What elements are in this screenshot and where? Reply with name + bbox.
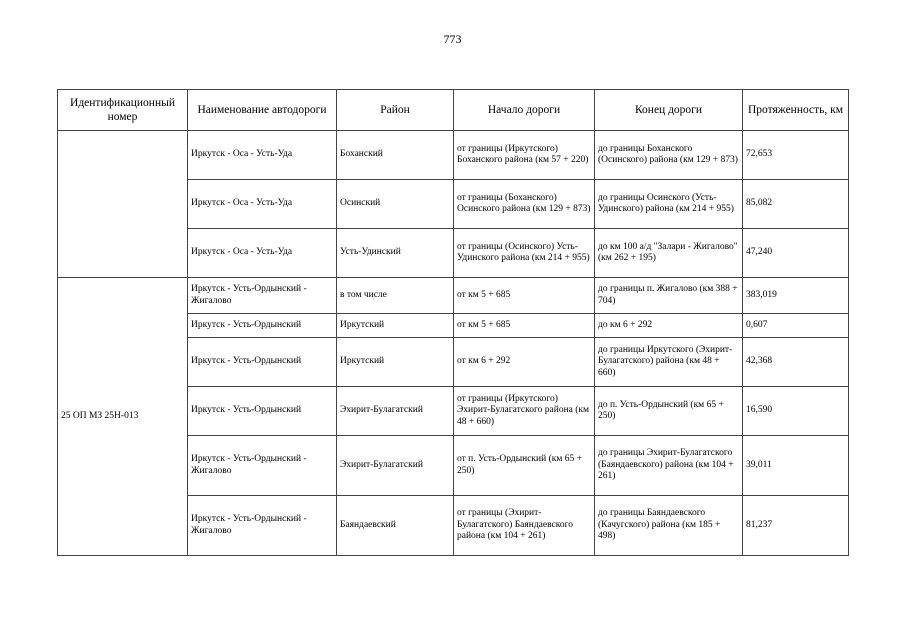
cell-end: до км 6 + 292 <box>595 314 743 338</box>
cell-start: от км 5 + 685 <box>454 278 595 314</box>
cell-name: Иркутск - Оса - Усть-Уда <box>188 131 337 180</box>
page-number: 773 <box>443 32 462 46</box>
cell-district: Эхирит-Булагатский <box>337 387 454 436</box>
cell-name: Иркутск - Усть-Ордынский <box>188 314 337 338</box>
cell-end: до границы Иркутского (Эхирит-Булагатского) района (км 48 + 660) <box>595 338 743 387</box>
cell-district: Боханский <box>337 131 454 180</box>
table-row <box>58 278 849 314</box>
cell-end: до границы Эхирит-Булагатского (Баяндаевского) района (км 104 + 261) <box>595 436 743 496</box>
cell-start: от границы (Иркутского) Боханского района (км 57 + 220) <box>454 131 595 180</box>
cell-end: до км 100 а/д "Залари - Жигалово" (км 262 + 195) <box>595 229 743 278</box>
cell-district: Баяндаевский <box>337 496 454 556</box>
cell-length: 72,653 <box>743 131 849 180</box>
cell-district: Иркутский <box>337 314 454 338</box>
cell-start: от км 5 + 685 <box>454 314 595 338</box>
cell-length: 0,607 <box>743 314 849 338</box>
table-row <box>58 131 849 180</box>
cell-id: 25 ОП МЗ 25Н-013 <box>58 278 188 556</box>
cell-length: 85,082 <box>743 180 849 229</box>
cell-length: 39,011 <box>743 436 849 496</box>
header-start: Начало дороги <box>454 90 595 131</box>
roads-table <box>57 89 849 556</box>
cell-name: Иркутск - Усть-Ордынский - Жигалово <box>188 278 337 314</box>
header-row <box>58 90 849 131</box>
cell-start: от границы (Осинского) Усть-Удинского района (км 214 + 955) <box>454 229 595 278</box>
cell-name: Иркутск - Усть-Ордынский <box>188 338 337 387</box>
cell-name: Иркутск - Усть-Ордынский <box>188 387 337 436</box>
cell-end: до границы Боханского (Осинского) района (км 129 + 873) <box>595 131 743 180</box>
cell-end: до границы Баяндаевского (Качугского) района (км 185 + 498) <box>595 496 743 556</box>
cell-name: Иркутск - Оса - Усть-Уда <box>188 229 337 278</box>
table-header <box>58 90 849 131</box>
cell-end: до границы п. Жигалово (км 388 + 704) <box>595 278 743 314</box>
cell-length: 81,237 <box>743 496 849 556</box>
cell-end: до границы Осинского (Усть-Удинского) района (км 214 + 955) <box>595 180 743 229</box>
cell-district: Усть-Удинский <box>337 229 454 278</box>
cell-end: до п. Усть-Ордынский (км 65 + 250) <box>595 387 743 436</box>
cell-district: в том числе <box>337 278 454 314</box>
cell-length: 383,019 <box>743 278 849 314</box>
header-name: Наименование автодороги <box>188 90 337 131</box>
cell-name: Иркутск - Усть-Ордынский - Жигалово <box>188 436 337 496</box>
cell-name: Иркутск - Оса - Усть-Уда <box>188 180 337 229</box>
header-id: Идентификационный номер <box>58 90 188 131</box>
cell-start: от п. Усть-Ордынский (км 65 + 250) <box>454 436 595 496</box>
cell-length: 16,590 <box>743 387 849 436</box>
cell-district: Иркутский <box>337 338 454 387</box>
cell-start: от км 6 + 292 <box>454 338 595 387</box>
cell-length: 47,240 <box>743 229 849 278</box>
header-end: Конец дороги <box>595 90 743 131</box>
cell-district: Эхирит-Булагатский <box>337 436 454 496</box>
cell-name: Иркутск - Усть-Ордынский - Жигалово <box>188 496 337 556</box>
cell-start: от границы (Боханского) Осинского района (км 129 + 873) <box>454 180 595 229</box>
cell-start: от границы (Эхирит-Булагатского) Баяндаевского района (км 104 + 261) <box>454 496 595 556</box>
cell-district: Осинский <box>337 180 454 229</box>
cell-start: от границы (Иркутского) Эхирит-Булагатского района (км 48 + 660) <box>454 387 595 436</box>
cell-length: 42,368 <box>743 338 849 387</box>
header-district: Район <box>337 90 454 131</box>
header-length: Протяженность, км <box>743 90 849 131</box>
cell-id <box>58 131 188 278</box>
